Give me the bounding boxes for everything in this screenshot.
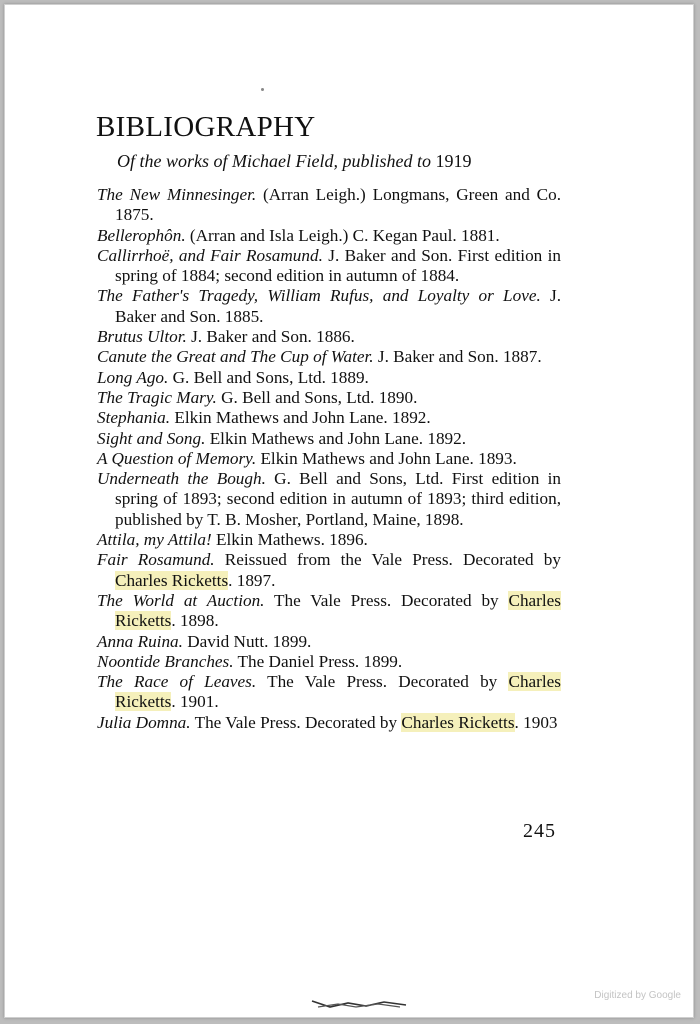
entry-text: J. Baker and Son. 1886. <box>186 327 355 347</box>
entry-title: Long Ago. <box>97 367 169 387</box>
bibliography-entry <box>97 388 561 408</box>
entry-text: David Nutt. 1899. <box>182 631 312 651</box>
entry-text: The Vale Press. Decorated by <box>190 712 402 732</box>
entry-text: G. Bell and Sons, Ltd. 1889. <box>168 367 369 387</box>
bibliography-entry <box>97 713 561 733</box>
entry-title: Julia Domna. <box>97 712 191 732</box>
bibliography-entry <box>97 652 561 672</box>
entry-text: . 1897. <box>228 570 276 590</box>
highlighted-name: Charles Ricketts <box>401 712 515 732</box>
entry-text: Elkin Mathews and John Lane. 1892. <box>170 408 431 428</box>
entry-title: Fair Rosamund. <box>97 550 215 570</box>
bibliography-entry <box>97 632 561 652</box>
entry-title: The Father's Tragedy, William Rufus, and Loyalty or Love. <box>97 286 541 306</box>
entry-text: G. Bell and Sons, Ltd. 1890. <box>216 387 418 407</box>
page-number: 245 <box>523 820 556 842</box>
entry-text: J. Baker and Son. 1885. <box>115 286 561 326</box>
bibliography-entry <box>97 550 561 591</box>
bibliography-entry <box>97 530 561 550</box>
entry-title: Brutus Ultor. <box>97 327 187 347</box>
entry-title: Canute the Great and The Cup of Water. <box>97 347 374 367</box>
entry-text: . 1903 <box>514 712 558 732</box>
digitized-watermark: Digitized by Google <box>594 990 681 1001</box>
bibliography-entry <box>97 591 561 632</box>
entry-text: Elkin Mathews and John Lane. 1893. <box>256 448 517 468</box>
entry-text: The Vale Press. Decorated by <box>264 590 509 610</box>
entry-title: The Race of Leaves. <box>97 672 257 692</box>
entry-title: The New Minnesinger. <box>97 185 257 204</box>
entry-text: . 1901. <box>171 692 219 712</box>
entry-title: Attila, my Attila! <box>97 530 212 550</box>
entry-text: J. Baker and Son. 1887. <box>373 347 542 367</box>
entry-text: G. Bell and Sons, Ltd. First edition in spring of 1893; second edition in autumn of 1893; third edition, published by T. B. Mosher, Portland, Maine, 1898. <box>115 469 561 529</box>
entry-title: Underneath the Bough. <box>97 469 266 489</box>
entry-text: (Arran and Isla Leigh.) C. Kegan Paul. 1881. <box>185 225 500 245</box>
bibliography-entry <box>97 286 561 327</box>
entry-text: Elkin Mathews and John Lane. 1892. <box>205 428 467 448</box>
ink-scribble-mark <box>308 995 412 1011</box>
bibliography-entry <box>97 429 561 449</box>
entry-text: J. Baker and Son. First edition in spring of 1884; second edition in autumn of 1884. <box>115 245 561 286</box>
subtitle-year: 1919 <box>435 151 472 171</box>
bibliography-entry <box>97 672 561 713</box>
entry-title: Callirrhoë, and Fair Rosamund. <box>97 245 323 265</box>
entry-title: Bellerophôn. <box>97 225 186 245</box>
entry-title: Noontide Branches. <box>97 651 234 671</box>
entry-text: (Arran Leigh.) Longmans, Green and Co. 1875. <box>115 185 562 225</box>
entry-text: The Daniel Press. 1899. <box>233 651 403 671</box>
entry-title: Sight and Song. <box>97 428 206 448</box>
entry-title: Anna Ruina. <box>97 631 183 651</box>
bibliography-entry <box>97 185 561 226</box>
entry-text: Reissued from the Vale Press. Decorated by <box>214 550 561 570</box>
bibliography-entry <box>97 469 561 530</box>
highlighted-name: Charles Ricketts <box>115 570 229 590</box>
speck <box>261 88 264 91</box>
entry-title: A Question of Memory. <box>97 448 257 468</box>
entry-text: Elkin Mathews. 1896. <box>211 530 368 550</box>
entry-text: The Vale Press. Decorated by <box>256 672 509 692</box>
bibliography-entry <box>97 226 561 246</box>
bibliography-entry <box>97 246 561 287</box>
entry-title: The World at Auction. <box>97 590 265 610</box>
bibliography-entry <box>97 347 561 367</box>
entry-title: The Tragic Mary. <box>97 387 217 407</box>
page-subtitle <box>117 151 471 172</box>
bibliography-entry <box>97 408 561 428</box>
bibliography-entry <box>97 368 561 388</box>
page-title: BIBLIOGRAPHY <box>96 111 316 143</box>
highlighted-name: Charles Ricketts <box>115 672 561 712</box>
bibliography-list <box>97 185 561 733</box>
subtitle-text: Of the works of Michael Field, published to <box>117 151 431 171</box>
bibliography-entry <box>97 327 561 347</box>
entry-title: Stephania. <box>97 408 171 428</box>
bibliography-entry <box>97 449 561 469</box>
book-page <box>4 4 694 1018</box>
highlighted-name: Charles Ricketts <box>115 590 561 631</box>
entry-text: . 1898. <box>171 611 219 631</box>
